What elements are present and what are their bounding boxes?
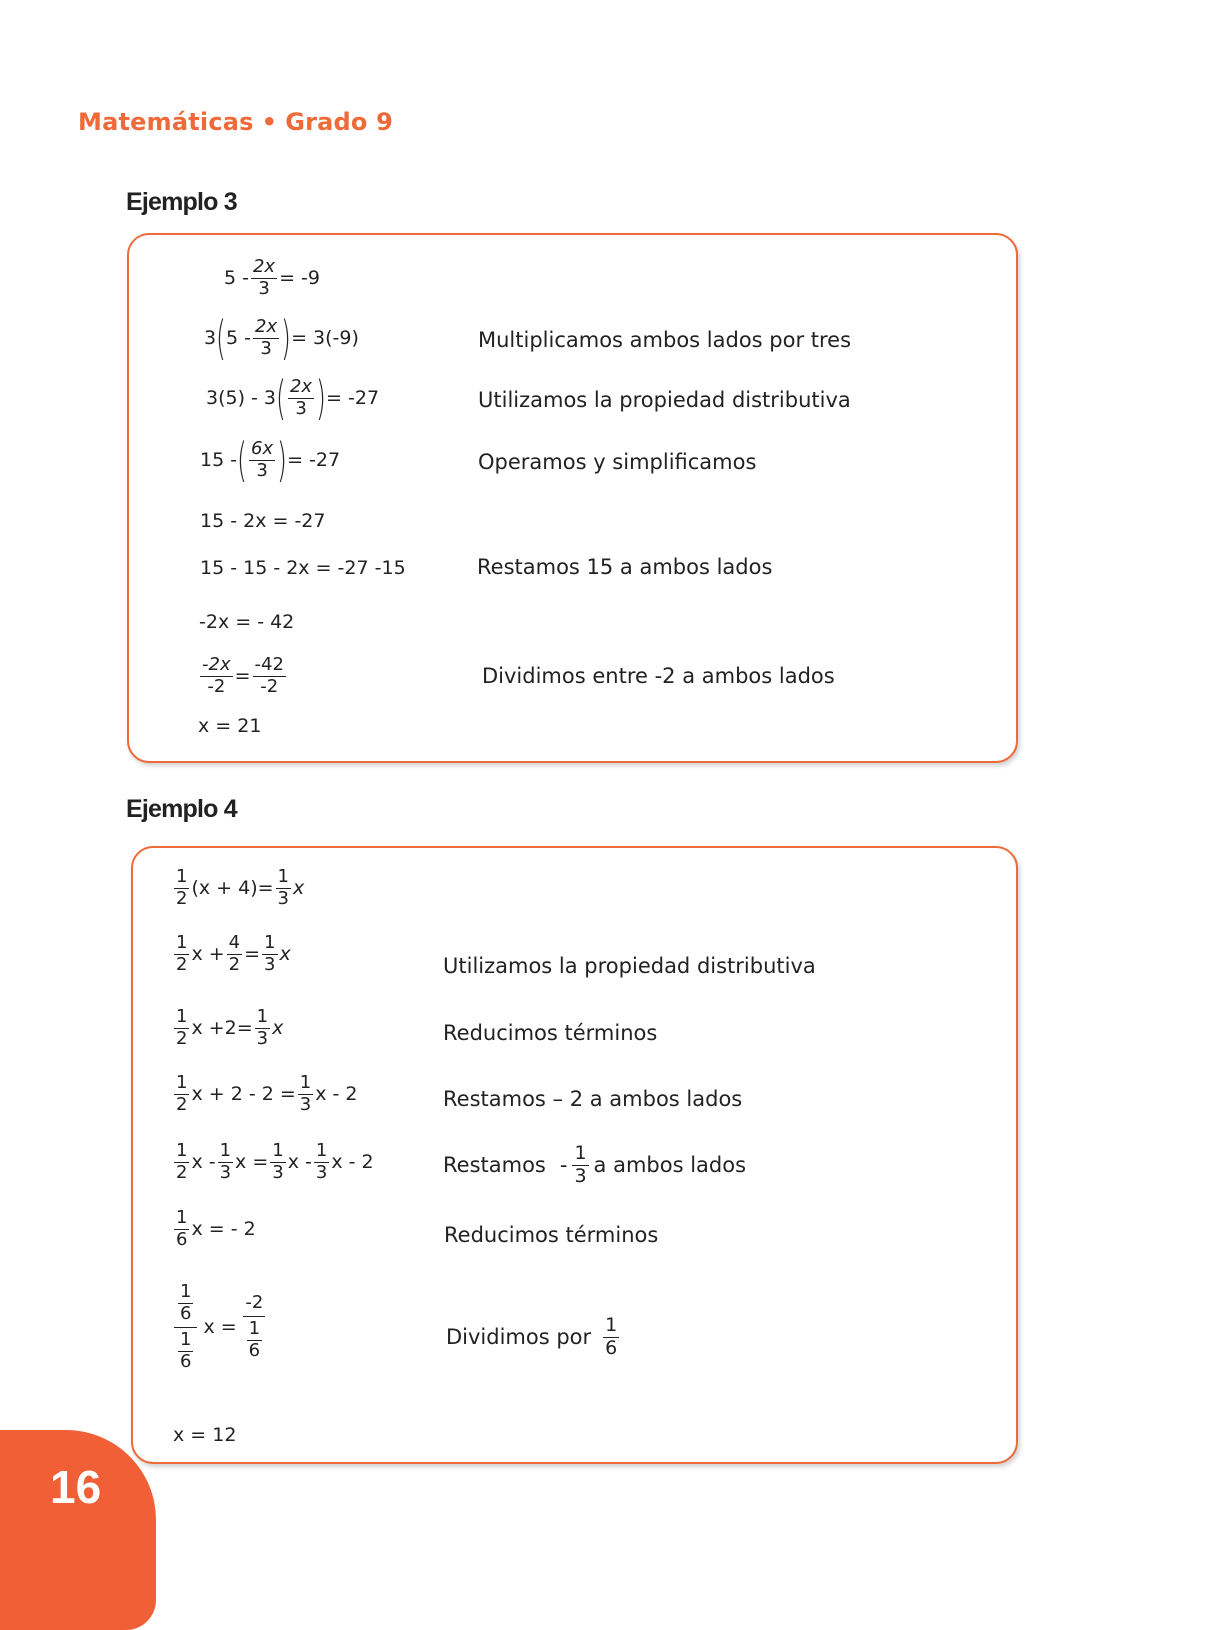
ex3-note-6: Restamos 15 a ambos lados [477,555,773,579]
fraction: 1 2 [176,1072,188,1115]
subject-label: Matemáticas [78,108,254,136]
ex4-step-8: x = 12 [173,1424,237,1446]
fraction: $\frac{1}{3}$ [264,932,276,975]
fraction-simplified: 6x 3 [251,438,274,482]
ex3-step-4: 15 - ( 6x 3 ) = -27 [200,433,341,487]
fraction: 1 2 [176,866,188,909]
ex4-step-5: 1 2 x - 1 3 x = $\frac{1}{3}$ x - 1 3 x - 2 [176,1140,374,1183]
ex3-step-6: 15 - 15 - 2x = -27 -15 [200,557,406,579]
fraction: 1 2 [176,932,188,975]
fraction: 1 3 [315,1140,328,1183]
fraction: $\frac{4}{2}$ [228,932,241,975]
ex4-note-5: Restamos - 1 3 a ambos lados [443,1142,747,1187]
fraction: $\frac{1}{3}$ [256,1006,269,1049]
grade-label: Grado 9 [285,108,394,136]
ex4-note-7: Dividimos por 1 6 [446,1314,618,1359]
fraction: 2x 3 [289,376,313,420]
fraction: 1 2 [176,1140,188,1183]
fraction: $\frac{1}{3}$ [277,866,289,909]
ex4-step-6: 1 6 x = - 2 [176,1207,256,1250]
example-4-title: Ejemplo 4 [126,795,237,823]
ex3-note-8: Dividimos entre -2 a ambos lados [482,664,835,688]
ex3-step-2: 3 ( 5 - 2x 3 ) = 3(-9) [204,311,359,365]
running-header [78,108,393,136]
fraction: 1 6 [176,1207,188,1250]
ex3-step-8: $\frac{-2x}{-2}$ = $\frac{-42}{-2}$ [202,654,284,697]
fraction: 1 6 [605,1314,618,1359]
fraction: $\frac{-2x}{-2}$ [202,654,231,697]
ex3-step-3: 3(5) - 3 ( 2x 3 ) = -27 [206,371,380,425]
fraction: $\frac{1}{3}$ [299,1072,312,1115]
fraction: $\frac{2x}{3}$ [252,256,276,299]
ex4-note-2: Utilizamos la propiedad distributiva [443,954,816,978]
ex4-step-7: $\frac{1}{6}$ $\frac{1}{6}$ x = $\frac{-2}{\frac{1}{6}}$ [172,1283,268,1372]
ex4-step-2: 1 2 x + $\frac{4}{2}$ = $\frac{1}{3}$ x [176,932,291,975]
ex3-note-2: Multiplicamos ambos lados por tres [478,328,852,352]
ex4-note-4: Restamos – 2 a ambos lados [443,1087,743,1111]
ex4-step-4: 1 2 x + 2 - 2 = $\frac{1}{3}$ x - 2 [176,1072,358,1115]
ex3-step-5: 15 - 2x = -27 [200,510,326,532]
complex-fraction: $\frac{1}{6}$ $\frac{1}{6}$ [174,1283,197,1372]
fraction: 2x 3 [255,316,278,360]
ex3-step-1: 5 - $\frac{2x}{3}$ = -9 [224,256,320,299]
ex3-note-3: Utilizamos la propiedad distributiva [478,388,851,412]
fraction: $\frac{-42}{-2}$ [254,654,284,697]
bullet-separator: • [261,108,278,136]
fraction: $\frac{1}{3}$ [272,1140,284,1183]
ex4-step-3: 1 2 x +2= $\frac{1}{3}$ x [176,1006,284,1049]
ex3-note-4: Operamos y simplificamos [478,450,757,474]
ex4-note-3: Reducimos términos [443,1021,658,1045]
example-3-title: Ejemplo 3 [126,188,237,216]
ex4-note-6: Reducimos términos [444,1223,659,1247]
ex3-step-7: -2x = - 42 [199,611,295,633]
fraction: 1 3 [219,1140,232,1183]
page-number: 16 [50,1461,102,1513]
ex4-step-1: 1 2 (x + 4)= $\frac{1}{3}$ x [176,866,305,909]
fraction: 1 2 [176,1006,188,1049]
fraction: 1 3 [574,1142,587,1187]
ex3-step-9: x = 21 [198,715,262,737]
complex-fraction: $\frac{-2}{\frac{1}{6}}$ [245,1291,264,1361]
